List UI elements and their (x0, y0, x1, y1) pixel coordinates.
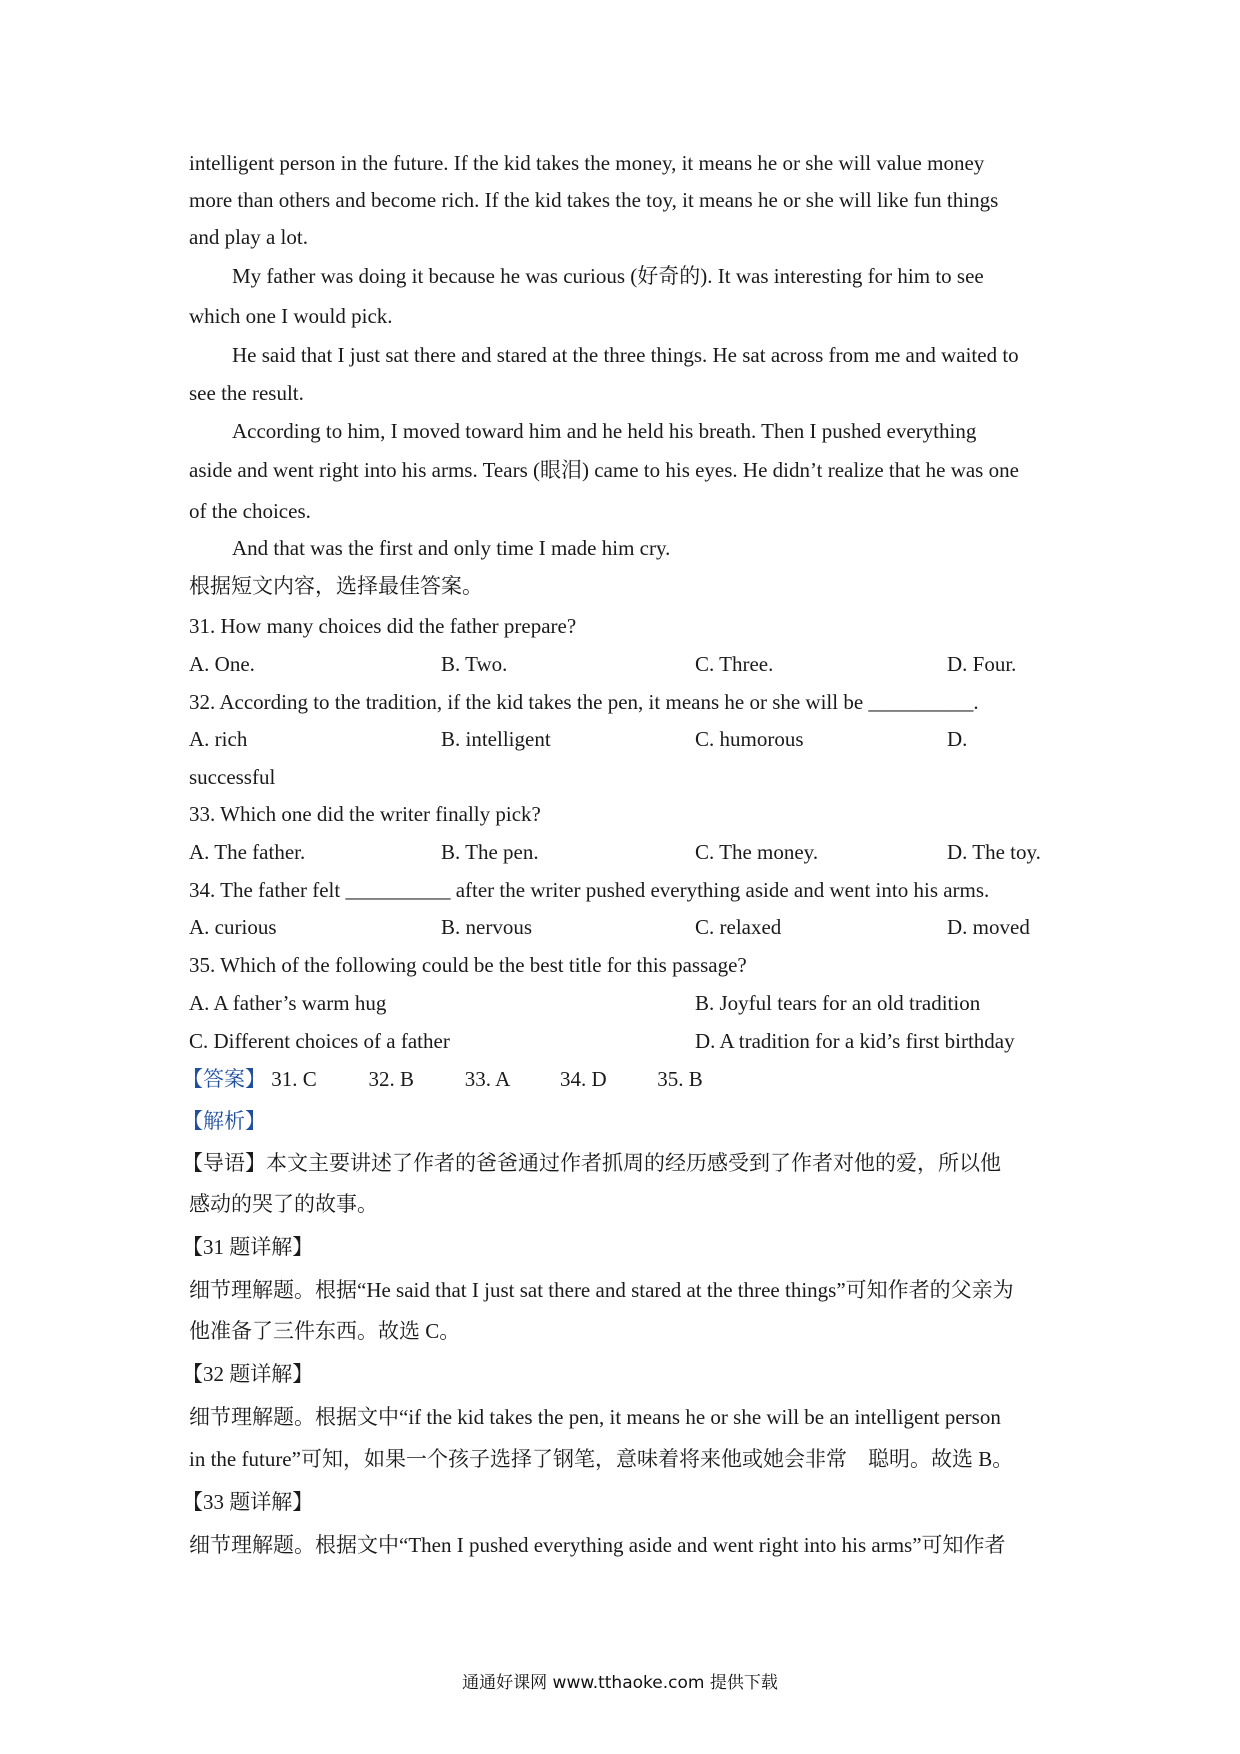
option-b: B. nervous (441, 915, 532, 939)
q31-label: 【31 题详解】 (182, 1235, 314, 1259)
analysis-label: 【解析】 (182, 1109, 266, 1133)
option-a: A. The father. (189, 840, 306, 864)
q32-line: in the future”可知，如果一个孩子选择了钢笔，意味着将来他或她会非常 聪明。故选 B。 (189, 1447, 1014, 1471)
option-a: A. curious (189, 915, 277, 939)
answer-label: 【答案】 (182, 1067, 266, 1091)
passage-line: of the choices. (189, 499, 311, 523)
option-a: A. One. (189, 652, 255, 676)
question-stem: 35. Which of the following could be the best title for this passage? (189, 953, 747, 977)
option-a: A. A father’s warm hug (189, 991, 387, 1015)
q33-label: 【33 题详解】 (182, 1490, 314, 1514)
intro-line: 感动的哭了的故事。 (189, 1192, 378, 1216)
question-stem: 31. How many choices did the father prepare? (189, 614, 577, 638)
q31-line: 细节理解题。根据“He said that I just sat there and stared at the three things”可知作者的父亲为 (189, 1278, 1014, 1302)
option-b: B. intelligent (441, 727, 551, 751)
q32-line: 细节理解题。根据文中“if the kid takes the pen, it means he or she will be an intelligent person (189, 1405, 1001, 1429)
passage-line: According to him, I moved toward him and he held his breath. Then I pushed everything (232, 419, 977, 443)
option-d: D. Four. (947, 652, 1017, 676)
option-b: B. Two. (441, 652, 508, 676)
q32-label: 【32 题详解】 (182, 1362, 314, 1386)
passage-line: see the result. (189, 381, 304, 405)
option-b: B. Joyful tears for an old tradition (695, 991, 981, 1015)
option-c: C. Three. (695, 652, 774, 676)
answer-line (182, 1069, 703, 1090)
option-d: D. (947, 727, 968, 751)
question-stem: 34. The father felt __________ after the writer pushed everything aside and went into his arms. (189, 878, 990, 902)
question-stem: 32. According to the tradition, if the kid takes the pen, it means he or she will be __________. (189, 690, 979, 714)
option-d-overflow: successful (189, 765, 276, 789)
q33-line: 细节理解题。根据文中“Then I pushed everything aside and went right into his arms”可知作者 (189, 1533, 1006, 1557)
option-c: C. humorous (695, 727, 804, 751)
passage-line: My father was doing it because he was curious (好奇的). It was interesting for him to see (232, 264, 984, 288)
option-d: D. A tradition for a kid’s first birthday (695, 1029, 1015, 1053)
option-c: C. Different choices of a father (189, 1029, 450, 1053)
passage-line: aside and went right into his arms. Tears (眼泪) came to his eyes. He didn’t realize that he was one (189, 458, 1019, 482)
intro-line: 【导语】本文主要讲述了作者的爸爸通过作者抓周的经历感受到了作者对他的爱，所以他 (182, 1151, 1001, 1175)
passage-line: And that was the first and only time I made him cry. (232, 536, 671, 560)
option-c: C. relaxed (695, 915, 782, 939)
option-b: B. The pen. (441, 840, 539, 864)
question-stem: 33. Which one did the writer finally pick? (189, 802, 541, 826)
answer-item: 34. D (560, 1067, 607, 1091)
option-c: C. The money. (695, 840, 819, 864)
answer-item: 32. B (368, 1067, 415, 1091)
option-d: D. The toy. (947, 840, 1041, 864)
passage-line: He said that I just sat there and stared at the three things. He sat across from me and waited to (232, 343, 1019, 367)
answer-item: 31. C (271, 1067, 317, 1091)
q31-line: 他准备了三件东西。故选 C。 (189, 1319, 461, 1343)
passage-line: intelligent person in the future. If the kid takes the money, it means he or she will value money (189, 151, 985, 175)
passage-line: which one I would pick. (189, 304, 393, 328)
option-d: D. moved (947, 915, 1030, 939)
passage-line: more than others and become rich. If the kid takes the toy, it means he or she will like fun things (189, 188, 999, 212)
page-footer: 通通好课网 www.tthaoke.com 提供下载 (462, 1673, 778, 1693)
instruction: 根据短文内容，选择最佳答案。 (189, 574, 483, 598)
answer-item: 33. A (464, 1067, 511, 1091)
passage-line: and play a lot. (189, 225, 308, 249)
option-a: A. rich (189, 727, 248, 751)
answer-item: 35. B (657, 1067, 703, 1091)
